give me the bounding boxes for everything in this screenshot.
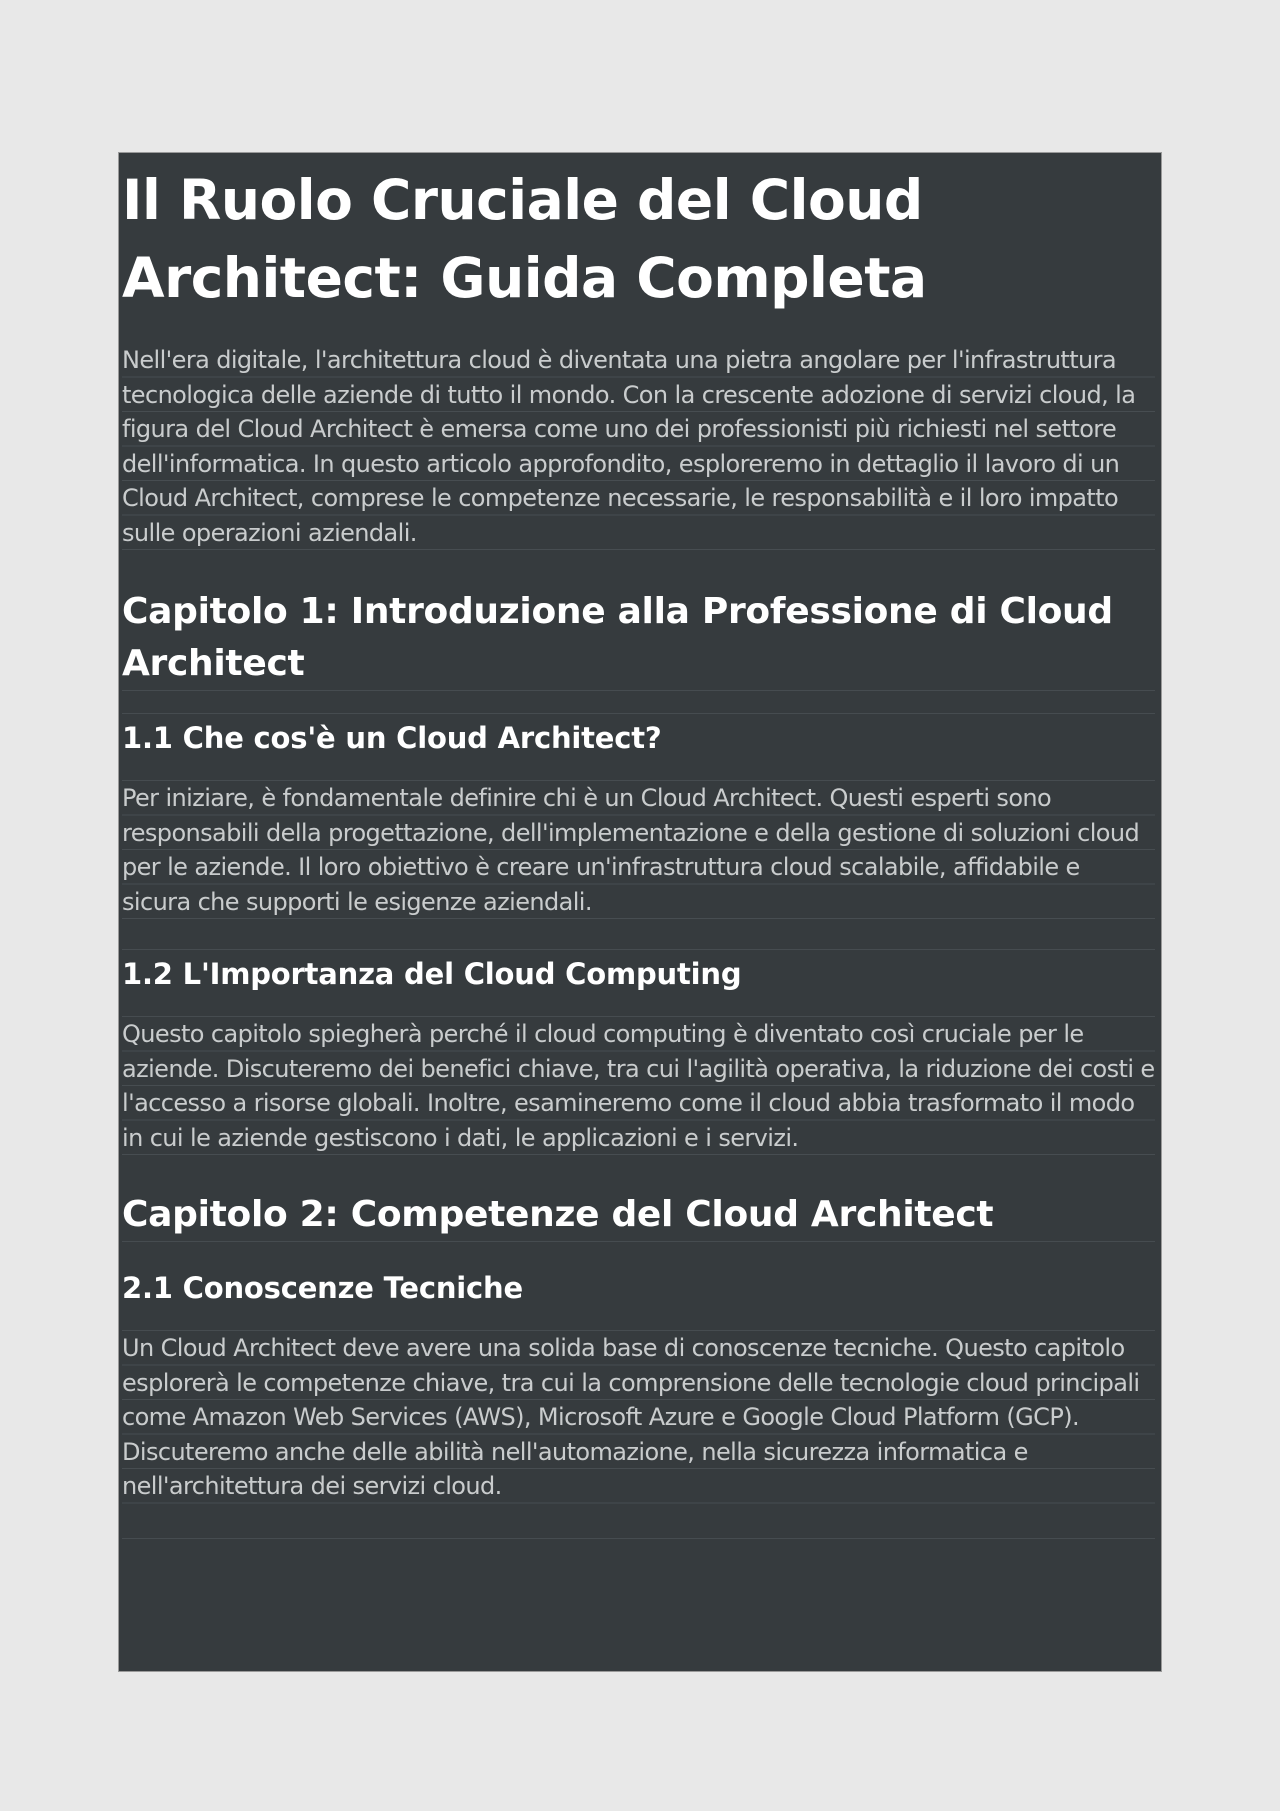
document-page [118, 152, 1162, 1672]
section-1-1-heading: 1.1 Che cos'è un Cloud Architect? [122, 721, 662, 755]
chapter-2-heading: Capitolo 2: Competenze del Cloud Architect [122, 1189, 1155, 1242]
section-2-1-heading: 2.1 Conoscenze Tecniche [122, 1271, 523, 1305]
article-content [119, 153, 1161, 1539]
section-1-2-paragraph: Questo capitolo spiegherà perché il cloud computing è diventato così cruciale per le aziende. Discuteremo dei benefici chiave, tra cui l'agilità operativa, la riduzione dei costi e l'accesso a risorse globali. Inoltre, esamineremo come il cloud abbia trasformato il modo in cui le aziende gestiscono i dati, le applicazioni e i servizi. [122, 1017, 1155, 1155]
section-1-1-paragraph: Per iniziare, è fondamentale definire chi è un Cloud Architect. Questi esperti sono responsabili della progettazione, dell'implementazione e della gestione di soluzioni cloud per le aziende. Il loro obiettivo è creare un'infrastruttura cloud scalabile, affidabile e sicura che supporti le esigenze aziendali. [122, 781, 1155, 919]
section-2-1-paragraph: Un Cloud Architect deve avere una solida base di conoscenze tecniche. Questo capitolo esplorerà le competenze chiave, tra cui la comprensione delle tecnologie cloud principali come Amazon Web Services (AWS), Microsoft Azure e Google Cloud Platform (GCP). Discuteremo anche delle abilità nell'automazione, nella sicurezza informatica e nell'architettura dei servizi cloud. [122, 1331, 1155, 1504]
section-1-2-heading: 1.2 L'Importanza del Cloud Computing [122, 957, 742, 991]
chapter-1-heading: Capitolo 1: Introduzione alla Professione di Cloud Architect [122, 586, 1155, 691]
intro-paragraph: Nell'era digitale, l'architettura cloud è diventata una pietra angolare per l'infrastruttura tecnologica delle aziende di tutto il mondo. Con la crescente adozione di servizi cloud, la figura del Cloud Architect è emersa come uno dei professionisti più richiesti nel settore dell'informatica. In questo articolo approfondito, esploreremo in dettaglio il lavoro di un Cloud Architect, comprese le competenze necessarie, le responsabilità e il loro impatto sulle operazioni aziendali. [122, 343, 1155, 550]
page-title: Il Ruolo Cruciale del Cloud Architect: Guida Completa [122, 168, 927, 310]
